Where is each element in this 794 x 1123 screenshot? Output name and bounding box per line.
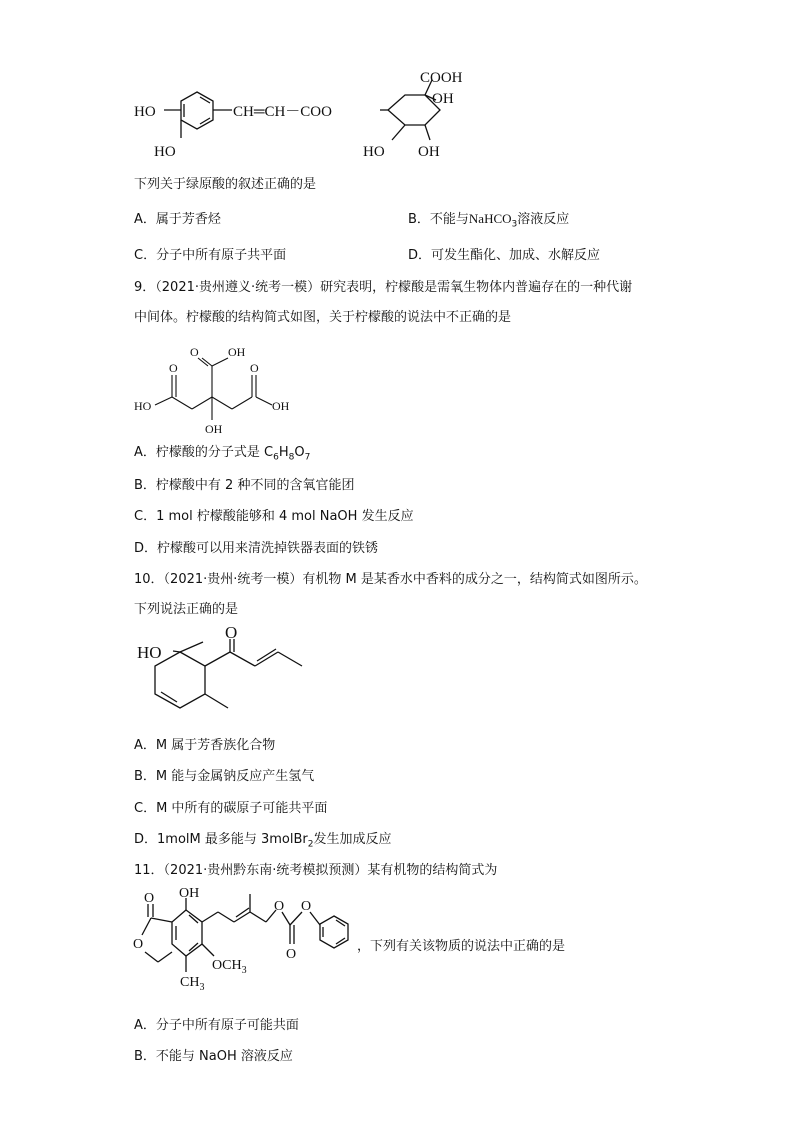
q9-option-d[interactable]: D．柠檬酸可以用来清洗掉铁器表面的铁锈: [134, 541, 379, 556]
q10-option-c[interactable]: C．M 中所有的碳原子可能共平面: [134, 801, 328, 816]
ho-label-bottom: HO: [363, 144, 385, 160]
q9-stem-line2: 中间体。柠檬酸的结构简式如图，关于柠檬酸的说法中不正确的是: [134, 310, 512, 325]
citric-oh-top: OH: [228, 345, 246, 359]
citric-oh-right: OH: [272, 399, 290, 413]
q10-stem-line1: 10．（2021·贵州·统考一模）有机物 M 是某香水中香料的成分之一，结构简式如图所示。: [134, 572, 647, 587]
q9-option-a-pre: A．柠檬酸的分子式是 C: [134, 445, 274, 460]
q11-option-b[interactable]: B．不能与 NaOH 溶液反应: [134, 1049, 293, 1064]
q8-option-b[interactable]: [408, 208, 569, 230]
q11-o-carbonyl: O: [286, 947, 297, 962]
q10-option-d[interactable]: [134, 828, 392, 850]
citric-oh-mid: OH: [205, 422, 223, 436]
oh-label-bottom: OH: [418, 144, 440, 160]
q11-o-ester2: O: [301, 899, 312, 914]
q8-option-d[interactable]: D．可发生酯化、加成、水解反应: [408, 248, 601, 263]
compound-m-structure: [0, 622, 794, 732]
q8-option-c[interactable]: C．分子中所有原子共平面: [134, 248, 287, 263]
oh-label-top: OH: [432, 91, 454, 107]
q8-option-b-formula: NaHCO: [468, 211, 512, 226]
vinyl-ester-chain: CH═CH－COO: [233, 104, 332, 120]
q11-o-ester: O: [274, 899, 285, 914]
cooh-label: COOH: [420, 70, 463, 86]
q11-och3: $OCH_3$: [212, 958, 247, 976]
q9-a-sub2: 8: [288, 452, 295, 463]
q8-stem: 下列关于绿原酸的叙述正确的是: [134, 177, 317, 192]
q8-option-a[interactable]: A．属于芳香烃: [134, 212, 221, 227]
compound-m-ho: HO: [137, 643, 162, 662]
q11-oh: OH: [179, 886, 200, 901]
q9-option-c[interactable]: C．1 mol 柠檬酸能够和 4 mol NaOH 发生反应: [134, 509, 414, 524]
q11-option-a[interactable]: A．分子中所有原子可能共面: [134, 1018, 299, 1033]
q10-stem-line2: 下列说法正确的是: [134, 602, 239, 617]
citric-o-left: O: [169, 361, 178, 375]
q10-option-b[interactable]: B．M 能与金属钠反应产生氢气: [134, 769, 315, 784]
q9-option-b[interactable]: B．柠檬酸中有 2 种不同的含氧官能团: [134, 478, 355, 493]
q9-a-sub3: 7: [304, 452, 311, 463]
q10-option-d-post: 发生加成反应: [313, 832, 392, 847]
q11-stem-line1: 11．（2021·贵州黔东南·统考模拟预测）某有机物的结构简式为: [134, 863, 498, 878]
citric-o-top: O: [190, 345, 199, 359]
q11-o-keto: O: [144, 891, 155, 906]
ho-label-2: HO: [154, 144, 176, 160]
q9-a-sub1: 6: [273, 452, 279, 463]
q9-a-h: H: [278, 445, 289, 460]
citric-acid-structure: [0, 330, 794, 450]
q11-o-ring: O: [133, 937, 144, 952]
q9-stem-line1: 9．（2021·贵州遵义·统考一模）研究表明，柠檬酸是需氧生物体内普遍存在的一种代谢: [134, 280, 633, 295]
ho-label-1: HO: [134, 104, 156, 120]
citric-ho-left: HO: [134, 399, 152, 413]
q10-option-d-pre: D．1molM 最多能与 3molBr: [134, 832, 308, 847]
q9-a-o: O: [294, 445, 305, 460]
q10-option-a[interactable]: A．M 属于芳香族化合物: [134, 738, 276, 753]
q8-option-b-pre: B．不能与: [408, 212, 469, 227]
q8-option-b-sub: 3: [511, 219, 518, 230]
q10-option-d-sub: 2: [307, 839, 314, 850]
q9-option-a[interactable]: [134, 441, 310, 463]
chlorogenic-acid-structure: [0, 0, 794, 170]
compound-m-o: O: [225, 623, 238, 642]
citric-o-right: O: [250, 361, 259, 375]
q11-ch3: $CH_3$: [180, 975, 205, 993]
q11-stem-trailing: ，下列有关该物质的说法中正确的是: [357, 939, 566, 954]
q8-option-b-post: 溶液反应: [517, 212, 570, 227]
